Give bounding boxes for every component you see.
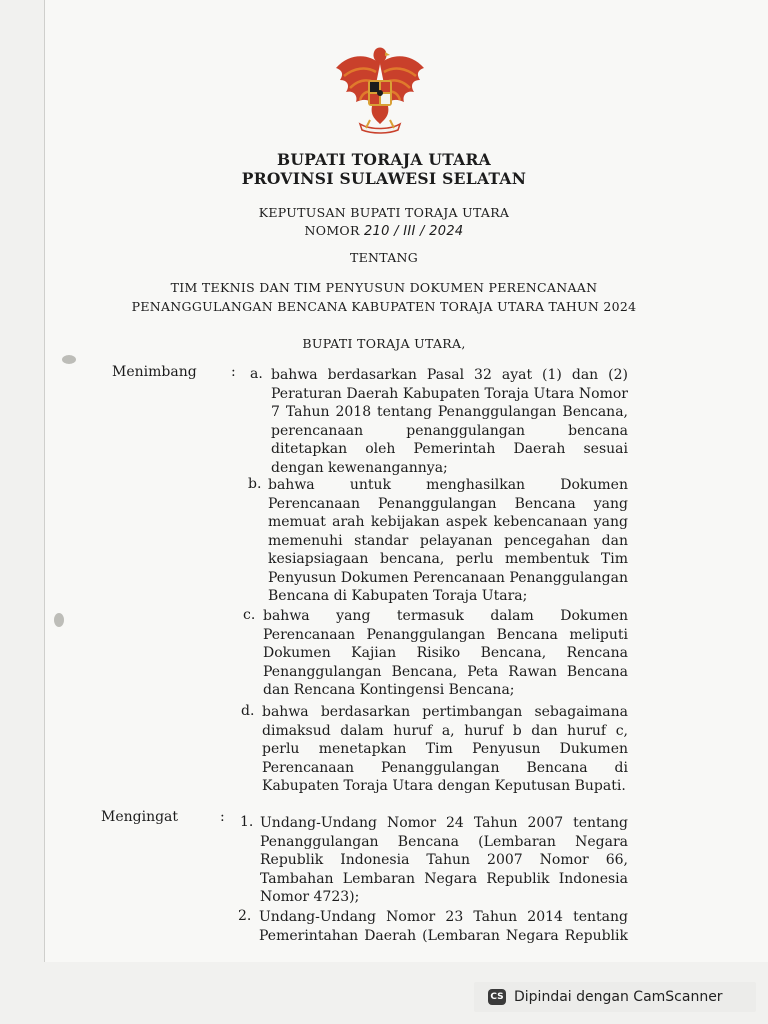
section-label-mengingat: Mengingat [101, 809, 179, 825]
subject-line-1: TIM TEKNIS DAN TIM PENYUSUN DOKUMEN PERENCANAAN [170, 280, 598, 295]
item-marker: 2. [238, 908, 252, 924]
camscanner-watermark [474, 982, 756, 1012]
title-province: PROVINSI SULAWESI SELATAN [241, 169, 527, 188]
item-marker: b. [248, 476, 262, 492]
considering-item-d: bahwa berdasarkan pertimbangan sebagaimana dimaksud dalam huruf a, huruf b dan huruf c, perlu menetapkan Tim Penyusun Dukumen Perencanaan Penanggulangan Bencana di Kabupaten Toraja Utara dengan Keputusan Bupati. [262, 704, 628, 794]
considering-item-a: bahwa berdasarkan Pasal 32 ayat (1) dan (2) Peraturan Daerah Kabupaten Toraja Utara Nomor 7 Tahun 2018 tentang Penanggulangan Bencana, perencanaan penanggulangan bencana ditetapkan oleh Pemerintah Daerah sesuai dengan kewenangannya; [271, 367, 628, 476]
item-marker: d. [241, 703, 255, 719]
scan-speck [62, 355, 76, 364]
scan-speck [54, 613, 64, 627]
section-colon: : [220, 809, 225, 825]
title-regent: BUPATI TORAJA UTARA [276, 150, 492, 169]
item-marker: 1. [240, 814, 254, 830]
decree-number-label: NOMOR [304, 223, 360, 238]
decree-title: KEPUTUSAN BUPATI TORAJA UTARA [258, 205, 510, 220]
decree-number [0, 223, 768, 239]
considering-item-c: bahwa yang termasuk dalam Dokumen Perencanaan Penanggulangan Bencana meliputi Dokumen Kajian Risiko Bencana, Rencana Penanggulangan Bencana, Peta Rawan Bencana dan Rencana Kontingensi Bencana; [263, 608, 628, 698]
camscanner-label: Dipindai dengan CamScanner [514, 989, 723, 1005]
item-marker: c. [243, 607, 256, 623]
section-colon: : [231, 364, 236, 380]
section-label-menimbang: Menimbang [112, 364, 197, 380]
camscanner-icon: CS [488, 989, 506, 1005]
subject-line-2: PENANGGULANGAN BENCANA KABUPATEN TORAJA UTARA TAHUN 2024 [131, 299, 637, 314]
recalling-item-2: Undang-Undang Nomor 23 Tahun 2014 tentang Pemerintahan Daerah (Lembaran Negara Republik [259, 909, 628, 944]
recalling-item-1: Undang-Undang Nomor 24 Tahun 2007 tentang Penanggulangan Bencana (Lembaran Negara Republik Indonesia Tahun 2007 Nomor 66, Tambahan Lembaran Negara Republik Indonesia Nomor 4723); [260, 815, 628, 905]
item-marker: a. [250, 366, 263, 382]
garuda-emblem [330, 44, 430, 142]
decree-number-handwritten: 210 / III / 2024 [363, 224, 464, 239]
considering-item-b: bahwa untuk menghasilkan Dokumen Perencanaan Penanggulangan Bencana yang memuat arah kebijakan aspek kebencanaan yang memenuhi standar pelayanan pencegahan dan kesiapsiagaan bencana, perlu membentuk Tim Penyusun Dokumen Perencanaan Penanggulangan Bencana di Kabupaten Toraja Utara; [268, 477, 628, 604]
issuer-heading: BUPATI TORAJA UTARA, [302, 336, 466, 351]
about-label: TENTANG [349, 250, 419, 265]
